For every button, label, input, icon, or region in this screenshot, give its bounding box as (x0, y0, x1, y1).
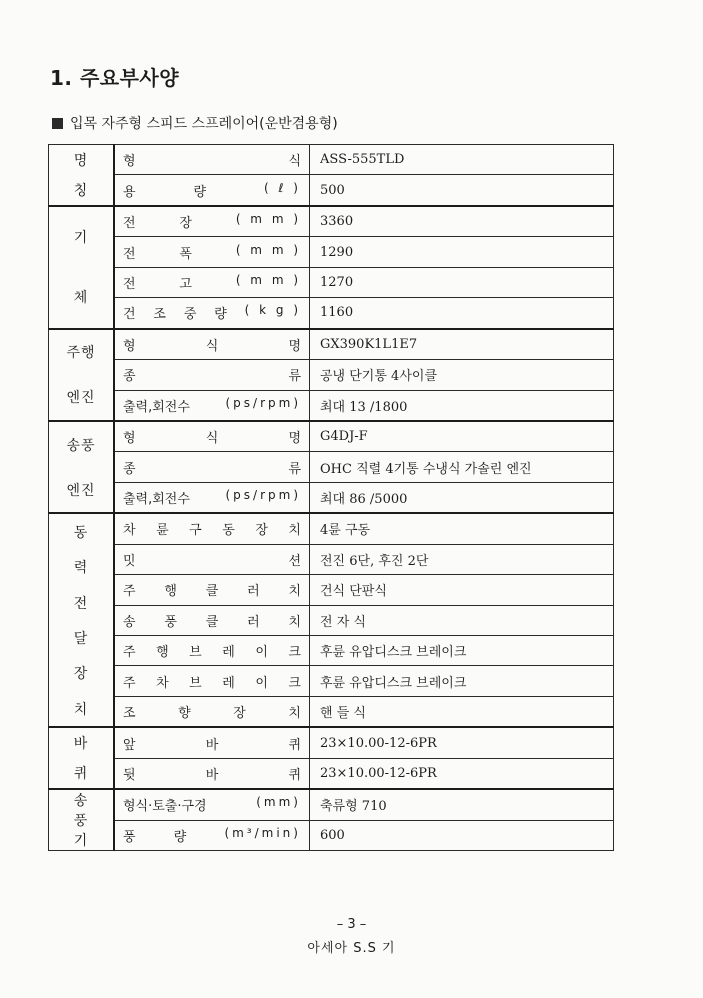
label-char: 치 (288, 584, 301, 600)
table-row (49, 145, 614, 175)
label-char: 중 (183, 307, 197, 323)
label-char: 러 (247, 584, 260, 600)
group-char: 기 (73, 833, 89, 850)
label-char: 장 (179, 216, 192, 232)
label-char: 치 (288, 614, 301, 630)
label-char: 차 (156, 675, 169, 691)
label-char: 주 (123, 584, 136, 600)
label-char: 형 (123, 338, 136, 354)
group-char: 전 (73, 595, 89, 612)
spec-value: 공냉 단기통 4사이클 (310, 360, 614, 390)
label-char: 크 (288, 675, 301, 691)
label-char: 풍 (164, 614, 177, 630)
label-unit: ( ℓ ) (264, 180, 301, 195)
table-row (49, 636, 614, 666)
label-char: 량 (173, 829, 187, 845)
table-row (49, 298, 614, 329)
label-char: 폭 (179, 246, 192, 262)
spec-value: 핸 들 식 (310, 696, 614, 727)
label-char: 송 (123, 614, 136, 630)
label-char: 형 (123, 154, 136, 170)
label-char: 레 (222, 645, 235, 661)
spec-value: G4DJ-F (310, 421, 614, 452)
spec-label (114, 267, 310, 297)
spec-table (48, 144, 614, 851)
group-header-name (49, 145, 115, 206)
label-char: 치 (288, 706, 301, 722)
group-char: 치 (73, 701, 89, 718)
label-unit: ( k g ) (244, 303, 301, 318)
label-char: 브 (189, 645, 202, 661)
spec-label (114, 421, 310, 452)
table-row (49, 666, 614, 696)
label-char: 주 (123, 675, 136, 691)
spec-value: 전 자 식 (310, 605, 614, 635)
table-row (49, 513, 614, 544)
group-char: 송 (73, 793, 89, 810)
group-header-body (49, 206, 115, 329)
table-row (49, 452, 614, 482)
label-unit: (m³/min) (224, 825, 301, 840)
label-char: 클 (205, 614, 219, 630)
spec-value: 후륜 유압디스크 브레이크 (310, 666, 614, 696)
spec-value: 500 (310, 175, 614, 206)
label-char: 크 (288, 645, 301, 661)
label-char: 형 (123, 431, 136, 447)
label-char: 바 (205, 737, 219, 753)
label-char: 주 (123, 645, 136, 661)
label-unit: (ps/rpm) (225, 488, 301, 503)
label-char: 장 (233, 706, 246, 722)
group-header-travel-engine (49, 329, 115, 421)
label-char: 이 (255, 675, 268, 691)
label-char: 행 (164, 584, 177, 600)
spec-label (114, 575, 310, 605)
spec-label (114, 789, 310, 820)
spec-label (114, 237, 310, 267)
group-header-transmission (49, 513, 115, 727)
spec-value: GX390K1L1E7 (310, 329, 614, 360)
spec-label (114, 452, 310, 482)
spec-value: 4륜 구동 (310, 513, 614, 544)
spec-value: 1270 (310, 267, 614, 297)
spec-label (114, 727, 310, 758)
label-char: 종 (123, 369, 136, 385)
group-char: 기 (73, 230, 89, 247)
group-header-wheels (49, 727, 115, 789)
table-row (49, 329, 614, 360)
group-char: 엔진 (66, 390, 96, 407)
label-char: 풍 (123, 829, 136, 845)
spec-label (114, 175, 310, 206)
table-row (49, 758, 614, 789)
label-char: 종 (123, 461, 136, 477)
spec-value: 건식 단판식 (310, 575, 614, 605)
label-char: 전 (123, 276, 136, 292)
label-unit: ( m m ) (235, 272, 301, 287)
group-char: 송풍 (66, 437, 96, 454)
group-char: 명 (73, 152, 89, 169)
label-char: 식 (288, 154, 301, 170)
label-char: 이 (255, 645, 268, 661)
spec-label (114, 666, 310, 696)
label-char: 형식·토출·구경 (123, 799, 207, 815)
spec-label (114, 696, 310, 727)
label-char: 동 (222, 523, 235, 539)
group-char: 동 (73, 524, 89, 541)
label-char: 션 (288, 553, 301, 569)
label-char: 용 (123, 184, 136, 200)
label-char: 식 (205, 338, 219, 354)
group-header-blower-engine (49, 421, 115, 513)
table-row (49, 820, 614, 851)
table-row (49, 605, 614, 635)
label-char: 고 (179, 276, 192, 292)
table-row (49, 575, 614, 605)
table-row (49, 206, 614, 237)
spec-value: 후륜 유압디스크 브레이크 (310, 636, 614, 666)
label-unit: (mm) (256, 795, 301, 810)
label-unit: (ps/rpm) (225, 395, 301, 410)
section-subtitle (52, 113, 338, 133)
spec-label (114, 513, 310, 544)
spec-value: 23×10.00-12-6PR (310, 727, 614, 758)
group-char: 풍 (73, 813, 89, 830)
spec-value: OHC 직렬 4기통 수냉식 가솔린 엔진 (310, 452, 614, 482)
label-char: 조 (153, 307, 166, 323)
spec-value: 23×10.00-12-6PR (310, 758, 614, 789)
group-char: 엔진 (66, 482, 96, 499)
spec-value: 전진 6단, 후진 2단 (310, 544, 614, 574)
label-char: 클 (205, 584, 219, 600)
label-char: 구 (189, 523, 202, 539)
table-row (49, 237, 614, 267)
table-row (49, 727, 614, 758)
spec-value: 최대 13 /1800 (310, 390, 614, 421)
label-char: 류 (288, 461, 301, 477)
label-char: 량 (193, 184, 207, 200)
label-char: 전 (123, 246, 136, 262)
group-char: 달 (73, 630, 89, 647)
group-char: 칭 (73, 182, 89, 199)
label-char: 밋 (123, 553, 136, 569)
table-row (49, 696, 614, 727)
group-char: 바 (73, 736, 89, 753)
table-row (49, 421, 614, 452)
spec-label (114, 298, 310, 329)
label-unit: ( m m ) (235, 212, 301, 227)
group-char: 력 (73, 560, 89, 577)
group-char: 장 (73, 666, 89, 683)
spec-label (114, 360, 310, 390)
page-title: 1. 주요부사양 (50, 66, 180, 90)
page-number: – 3 – (336, 917, 367, 932)
subtitle-text: 입목 자주형 스피드 스프레이어(운반겸용형) (70, 116, 338, 132)
spec-label (114, 482, 310, 513)
label-char: 장 (255, 523, 268, 539)
label-char: 량 (214, 307, 227, 323)
spec-label (114, 605, 310, 635)
label-char: 전 (123, 216, 136, 232)
spec-label (114, 206, 310, 237)
label-char: 륜 (156, 523, 169, 539)
label-char: 차 (123, 523, 136, 539)
label-char: 류 (288, 369, 301, 385)
table-row (49, 360, 614, 390)
spec-value: ASS-555TLD (310, 145, 614, 175)
label-char: 브 (189, 675, 202, 691)
table-row (49, 175, 614, 206)
label-char: 식 (205, 431, 219, 447)
spec-label (114, 145, 310, 175)
spec-label (114, 390, 310, 421)
spec-value: 1160 (310, 298, 614, 329)
spec-label (114, 758, 310, 789)
label-char: 앞 (123, 737, 136, 753)
label-char: 출력,회전수 (123, 399, 190, 415)
label-char: 명 (288, 431, 301, 447)
square-bullet-icon (52, 118, 63, 129)
spec-value: 축류형 710 (310, 789, 614, 820)
spec-value: 1290 (310, 237, 614, 267)
label-char: 퀴 (288, 737, 301, 753)
table-row (49, 789, 614, 820)
label-char: 건 (123, 307, 136, 323)
label-char: 치 (288, 523, 301, 539)
label-char: 러 (247, 614, 260, 630)
company-name: 아세아 S.S 기 (307, 941, 396, 956)
label-char: 명 (288, 338, 301, 354)
label-unit: ( m m ) (235, 242, 301, 257)
label-char: 출력,회전수 (123, 492, 190, 508)
spec-value: 600 (310, 820, 614, 851)
group-char: 퀴 (73, 766, 89, 783)
spec-value: 최대 86 /5000 (310, 482, 614, 513)
spec-value: 3360 (310, 206, 614, 237)
spec-label (114, 329, 310, 360)
label-char: 바 (205, 767, 219, 783)
spec-label (114, 544, 310, 574)
group-header-blower (49, 789, 115, 851)
label-char: 퀴 (288, 767, 301, 783)
label-char: 조 (123, 706, 136, 722)
table-row (49, 544, 614, 574)
label-char: 레 (222, 675, 235, 691)
spec-label (114, 636, 310, 666)
group-char: 주행 (66, 345, 96, 362)
spec-label (114, 820, 310, 851)
table-row (49, 482, 614, 513)
label-char: 행 (156, 645, 169, 661)
label-char: 향 (178, 706, 191, 722)
group-char: 체 (73, 290, 89, 307)
table-row (49, 267, 614, 297)
table-row (49, 390, 614, 421)
label-char: 뒷 (123, 767, 136, 783)
